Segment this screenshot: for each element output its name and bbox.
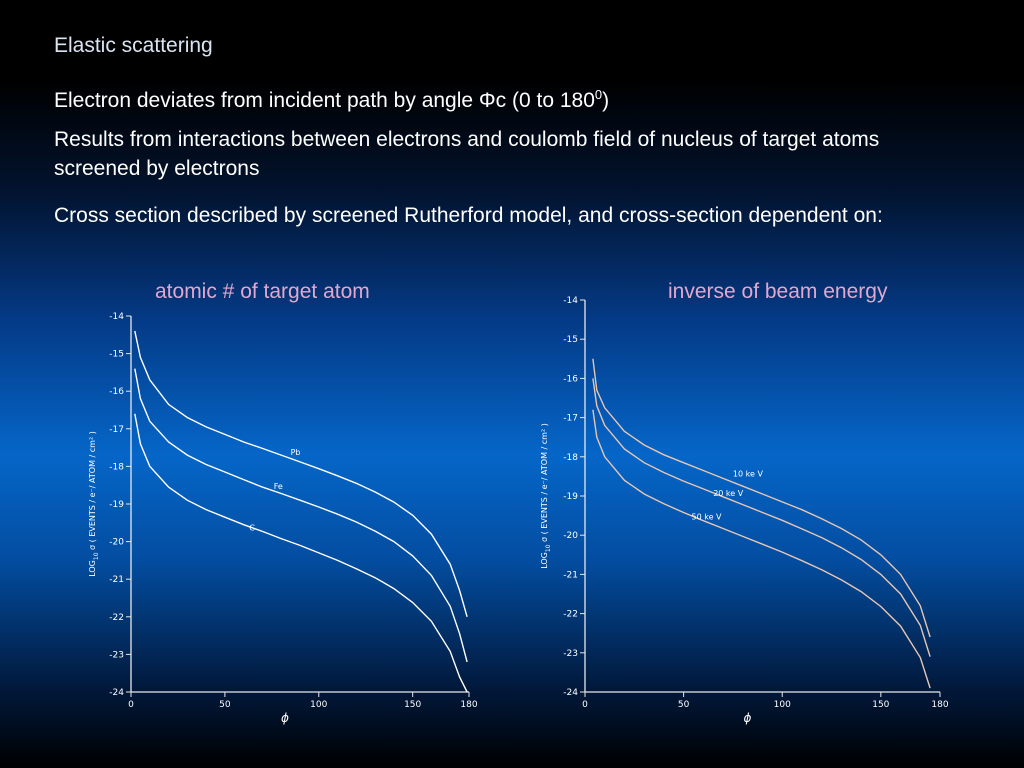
series-label-50-ke-v: 50 ke V xyxy=(691,512,722,522)
series-label-pb: Pb xyxy=(290,448,301,458)
y-tick-label: -17 xyxy=(109,424,124,435)
x-tick-label: 180 xyxy=(931,700,949,710)
bullet-cross-section: Cross section described by screened Rutherford model, and cross-section dependent on: xyxy=(54,204,883,227)
y-tick-label: -14 xyxy=(563,296,578,306)
y-tick-label: -19 xyxy=(563,492,578,502)
y-tick-label: -16 xyxy=(109,387,124,398)
series-line-10-ke-v xyxy=(593,359,930,637)
y-tick-label: -23 xyxy=(109,650,124,661)
y-axis-label: $LOG_{10}$ σ ( EVENTS / e⁻/ ATOM / cm² ) xyxy=(540,423,552,569)
y-tick-label: -24 xyxy=(563,688,578,698)
x-tick-label: 100 xyxy=(773,700,791,710)
y-axis-label: $LOG_{10}$ σ ( EVENTS / e⁻/ ATOM / cm² ) xyxy=(88,431,100,577)
y-tick-label: -23 xyxy=(563,648,578,659)
series-line-fe xyxy=(135,369,467,662)
y-tick-label: -18 xyxy=(563,452,578,463)
chart-beam-energy xyxy=(538,290,958,725)
x-axis-label: ϕ xyxy=(743,711,752,725)
x-tick-label: 50 xyxy=(677,700,690,710)
y-tick-label: -16 xyxy=(563,374,578,385)
y-tick-label: -21 xyxy=(109,575,124,586)
caption-beam-energy: inverse of beam energy xyxy=(668,280,888,303)
y-tick-label: -24 xyxy=(109,688,124,698)
x-tick-label: 0 xyxy=(582,700,588,710)
x-tick-label: 0 xyxy=(128,700,134,710)
series-label-10-ke-v: 10 ke V xyxy=(732,469,763,479)
bullet-deviation-text: Electron deviates from incident path by angle Φc (0 to 180 xyxy=(54,89,595,112)
y-tick-label: -18 xyxy=(109,462,124,473)
y-tick-label: -20 xyxy=(563,531,578,542)
series-label-fe: Fe xyxy=(273,481,283,491)
y-tick-label: -22 xyxy=(563,609,578,620)
series-line-pb xyxy=(135,331,467,617)
series-line-20-ke-v xyxy=(593,378,930,656)
bullet-deviation xyxy=(54,80,954,115)
degree-superscript: 0 xyxy=(594,87,603,102)
series-label-20-ke-v: 20 ke V xyxy=(713,489,744,498)
slide-title: Elastic scattering xyxy=(54,34,213,57)
y-tick-label: -22 xyxy=(109,612,124,623)
series-line-c xyxy=(135,414,467,692)
caption-atomic-number: atomic # of target atom xyxy=(155,280,370,303)
series-line-50-ke-v xyxy=(593,410,930,688)
y-tick-label: -17 xyxy=(563,413,578,424)
x-tick-label: 100 xyxy=(310,700,328,710)
x-tick-label: 50 xyxy=(219,700,231,710)
series-label-c: C xyxy=(249,523,255,533)
bullet-deviation-close: ) xyxy=(602,89,610,112)
y-tick-label: -14 xyxy=(109,312,124,322)
x-tick-label: 180 xyxy=(460,700,478,710)
x-axis-label: ϕ xyxy=(281,711,289,725)
y-tick-label: -19 xyxy=(109,500,124,510)
y-tick-label: -21 xyxy=(563,570,578,581)
y-tick-label: -15 xyxy=(109,349,124,360)
y-tick-label: -20 xyxy=(109,537,124,548)
x-tick-label: 150 xyxy=(404,700,422,710)
bullet-interactions: Results from interactions between electrons and coulomb field of nucleus of target atoms screened by electrons xyxy=(54,128,880,180)
x-tick-label: 150 xyxy=(872,700,890,710)
y-tick-label: -15 xyxy=(563,335,578,346)
chart-atomic-number xyxy=(84,308,494,725)
